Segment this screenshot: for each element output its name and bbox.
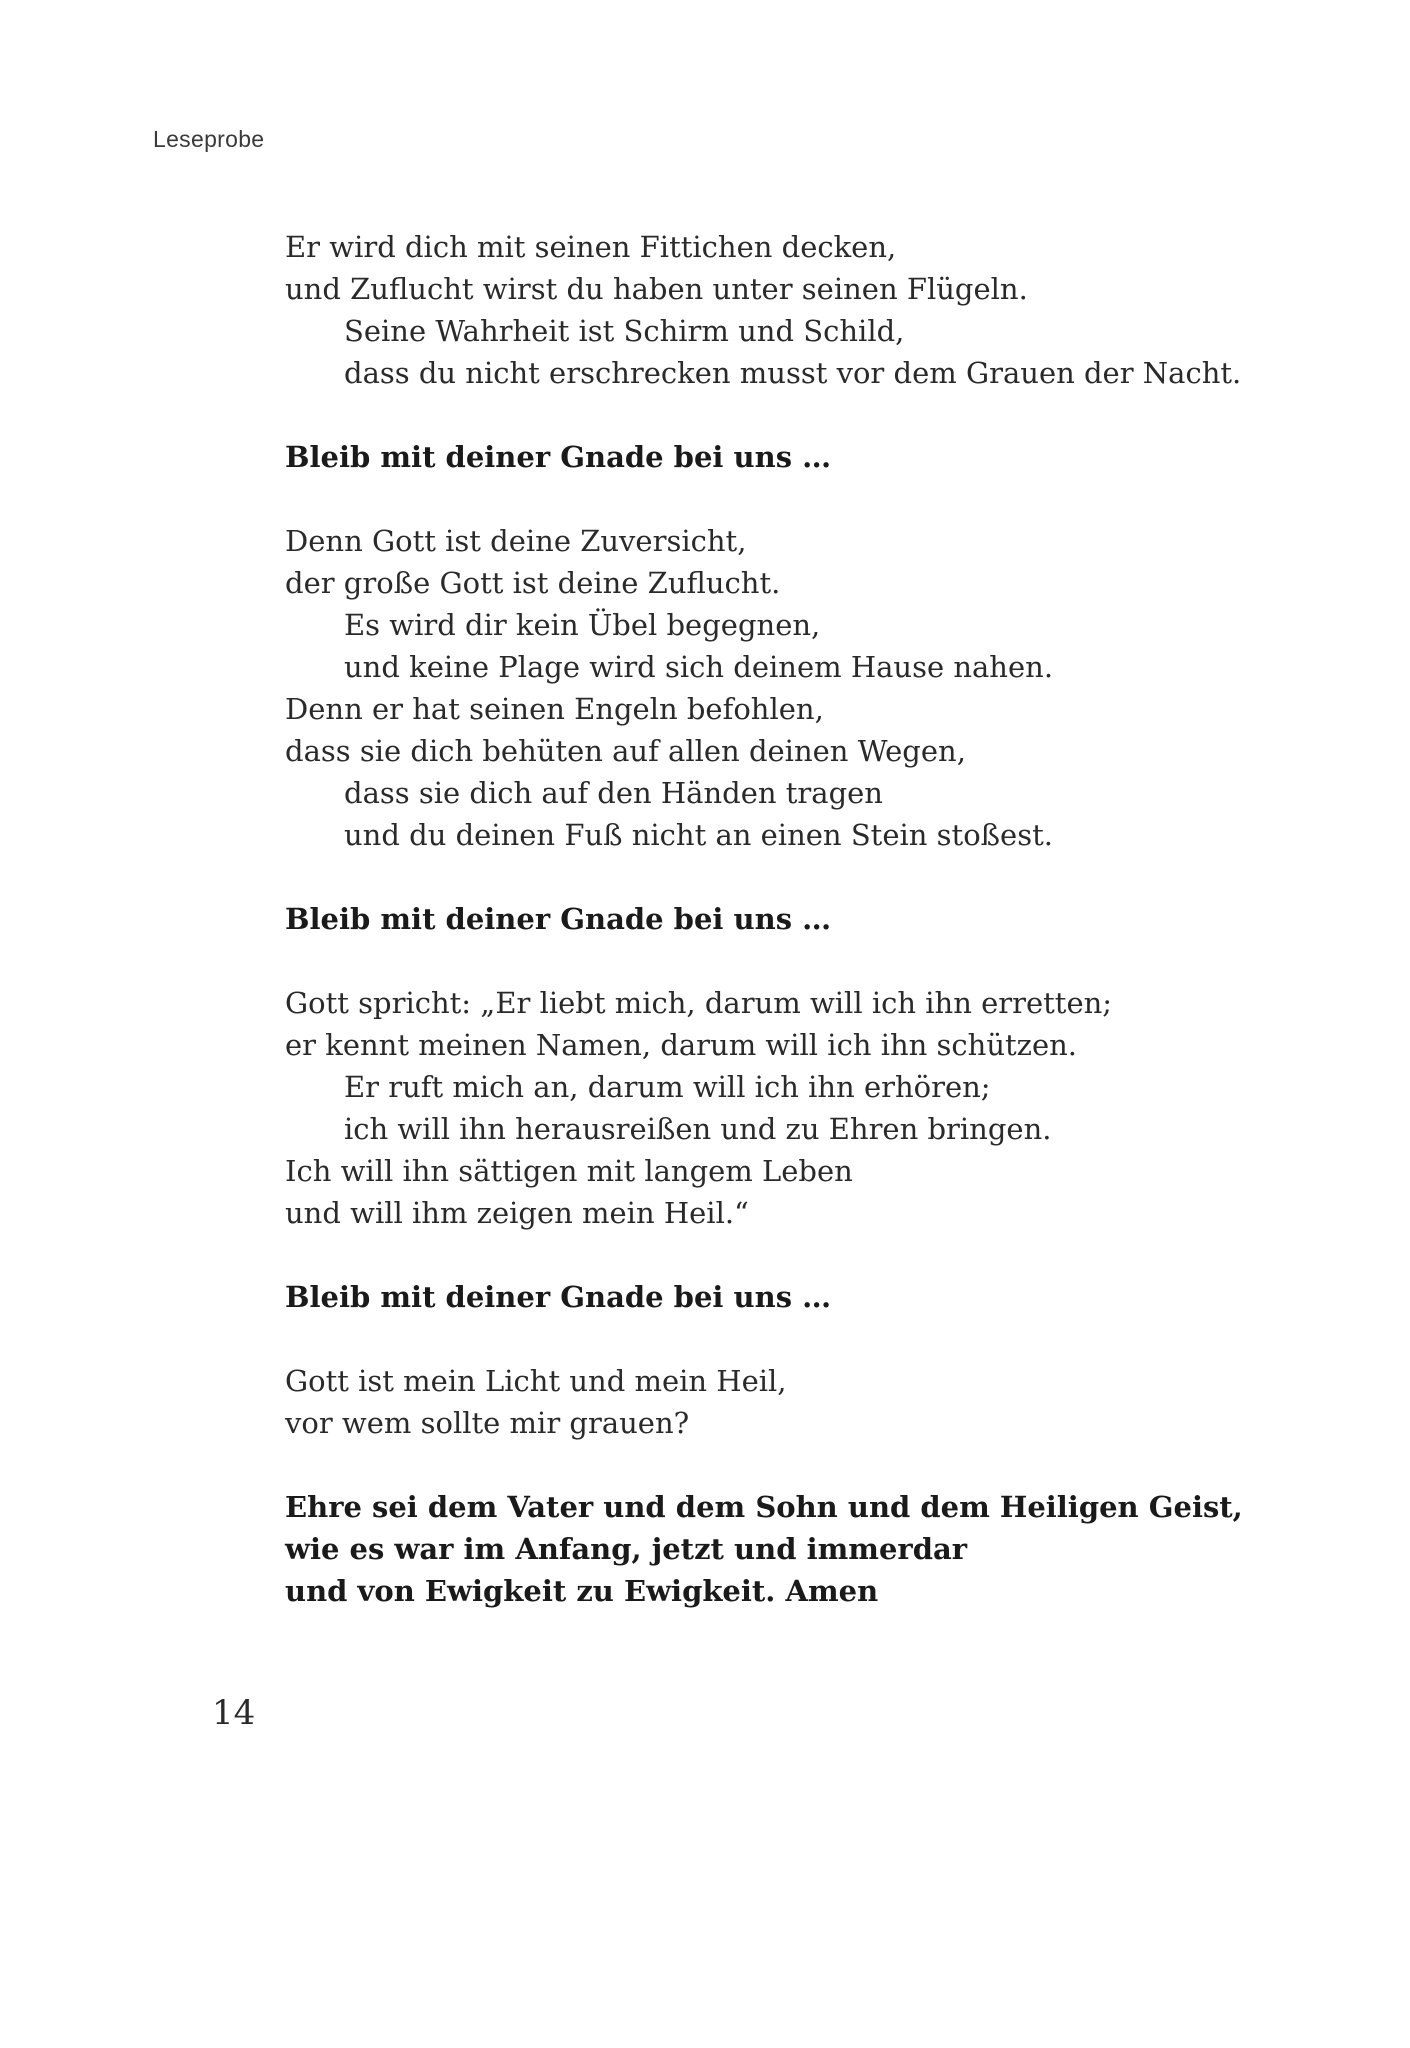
stanza-2 [285,520,1325,856]
verse-line: dass sie dich behüten auf allen deinen Wegen, [285,734,966,768]
psalm-text [285,226,1325,1612]
refrain: Bleib mit deiner Gnade bei uns … [285,1280,832,1314]
refrain: Bleib mit deiner Gnade bei uns … [285,440,832,474]
spacer [285,1444,1325,1486]
verse-line: Seine Wahrheit ist Schirm und Schild, [344,314,905,348]
doxology-line: Ehre sei dem Vater und dem Sohn und dem Heiligen Geist, [285,1490,1243,1524]
verse-line: und Zuflucht wirst du haben unter seinen Flügeln. [285,272,1028,306]
verse-line: Gott spricht: „Er liebt mich, darum will ich ihn erretten; [285,986,1113,1020]
spacer [285,1234,1325,1276]
spacer [285,478,1325,520]
verse-line: ich will ihn herausreißen und zu Ehren bringen. [344,1112,1052,1146]
verse-line: Denn Gott ist deine Zuversicht, [285,524,747,558]
page-number: 14 [212,1693,256,1733]
spacer [285,1318,1325,1360]
stanza-4 [285,1360,1325,1444]
verse-line: und keine Plage wird sich deinem Hause nahen. [344,650,1054,684]
spacer [285,940,1325,982]
running-header: Leseprobe [153,126,265,152]
doxology-line: wie es war im Anfang, jetzt und immerdar [285,1532,968,1566]
verse-line: er kennt meinen Namen, darum will ich ihn schützen. [285,1028,1078,1062]
verse-line: dass du nicht erschrecken musst vor dem Grauen der Nacht. [344,356,1242,390]
verse-line: dass sie dich auf den Händen tragen [344,776,883,810]
verse-line: Ich will ihn sättigen mit langem Leben [285,1154,853,1188]
verse-line: Gott ist mein Licht und mein Heil, [285,1364,787,1398]
verse-line: der große Gott ist deine Zuflucht. [285,566,781,600]
verse-line: vor wem sollte mir grauen? [285,1406,690,1440]
verse-line: und du deinen Fuß nicht an einen Stein stoßest. [344,818,1053,852]
doxology-line: und von Ewigkeit zu Ewigkeit. Amen [285,1574,879,1608]
verse-line: und will ihm zeigen mein Heil.“ [285,1196,749,1230]
verse-line: Er ruft mich an, darum will ich ihn erhören; [344,1070,991,1104]
spacer [285,856,1325,898]
spacer [285,394,1325,436]
verse-line: Denn er hat seinen Engeln befohlen, [285,692,824,726]
refrain: Bleib mit deiner Gnade bei uns … [285,902,832,936]
verse-line: Er wird dich mit seinen Fittichen decken, [285,230,897,264]
doxology [285,1486,1325,1612]
stanza-1 [285,226,1325,394]
stanza-3 [285,982,1325,1234]
verse-line: Es wird dir kein Übel begegnen, [344,608,821,642]
